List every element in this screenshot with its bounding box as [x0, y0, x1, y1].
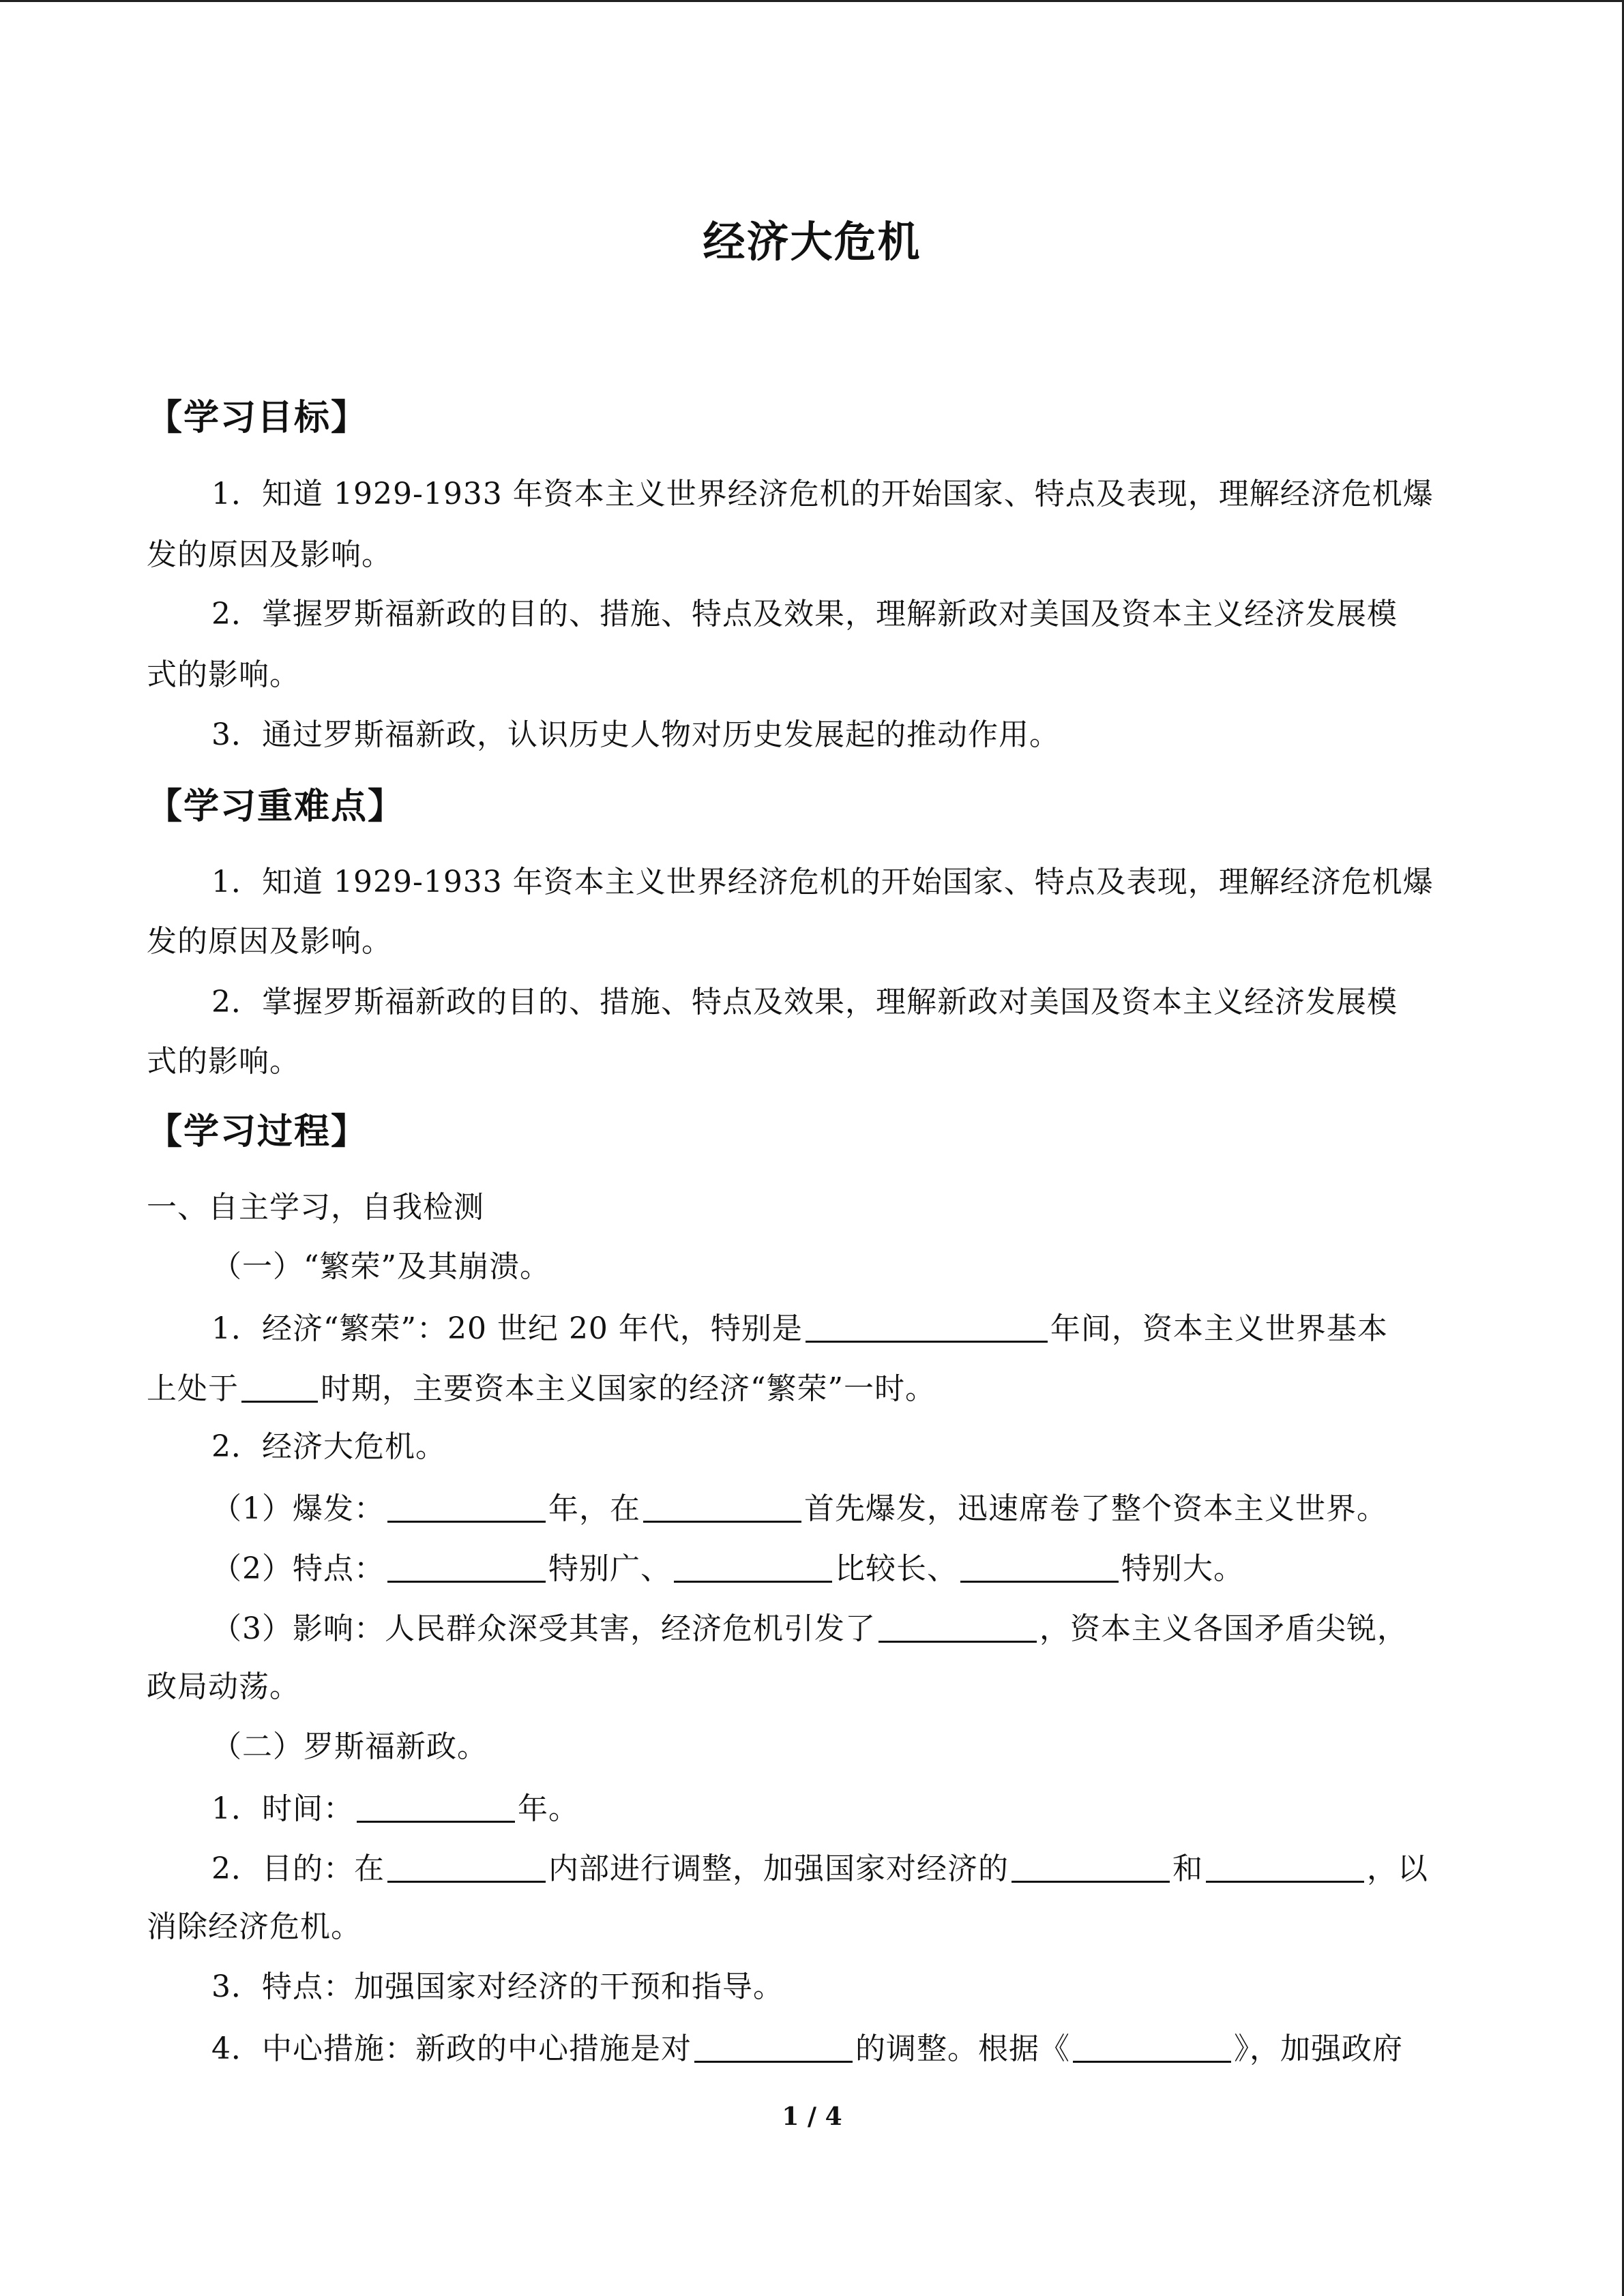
question-1-text-b: 年间，资本主义世界基本: [1050, 1311, 1388, 1346]
question-1-line-2: [147, 1367, 936, 1410]
question-2-3-line-1: [211, 1607, 1408, 1650]
question-2-3-text-a: （3）影响：人民群众深受其害，经济危机引发了: [211, 1611, 876, 1646]
page-title: 经济大危机: [703, 217, 921, 267]
question-2-1-text-a: （1）爆发：: [211, 1491, 385, 1526]
fill-blank[interactable]: [357, 1791, 515, 1823]
question-2-2-text-a: （2）特点：: [211, 1551, 385, 1586]
objective-1-line-1: 1．知道 1929-1933 年资本主义世界经济危机的开始国家、特点及表现，理解经济危机爆: [211, 477, 1434, 511]
new-deal-1-text-a: 1．时间：: [211, 1791, 354, 1826]
page-border-top: [0, 0, 1624, 2]
question-1-text-c: 上处于: [147, 1371, 239, 1406]
new-deal-4-line-1: [211, 2027, 1403, 2070]
question-1-text-d: 时期，主要资本主义国家的经济“繁荣”一时。: [321, 1371, 936, 1406]
new-deal-2-text-a: 2．目的：在: [211, 1851, 385, 1886]
question-2-title: 2．经济大危机。: [211, 1429, 446, 1464]
objective-1-line-2: 发的原因及影响。: [147, 537, 392, 572]
subsection-2-title: （二）罗斯福新政。: [211, 1729, 488, 1764]
objective-2-line-2: 式的影响。: [147, 657, 300, 692]
question-2-1: [211, 1487, 1387, 1530]
question-2-2: [211, 1547, 1244, 1590]
new-deal-2-line-2: 消除经济危机。: [147, 1909, 361, 1944]
new-deal-1: [211, 1787, 579, 1830]
new-deal-3: 3．特点：加强国家对经济的干预和指导。: [211, 1969, 784, 2004]
question-2-1-text-c: 首先爆发，迅速席卷了整个资本主义世界。: [804, 1491, 1387, 1526]
question-1-text-a: 1．经济“繁荣”：20 世纪 20 年代，特别是: [211, 1311, 803, 1346]
question-2-3-text-b: ，资本主义各国矛盾尖锐，: [1039, 1611, 1408, 1646]
page-number: 1 / 4: [782, 2102, 842, 2131]
fill-blank[interactable]: [1206, 1851, 1364, 1883]
question-2-2-text-d: 特别大。: [1121, 1551, 1244, 1586]
new-deal-4-text-a: 4．中心措施：新政的中心措施是对: [211, 2031, 692, 2066]
question-2-1-text-b: 年，在: [548, 1491, 640, 1526]
fill-blank[interactable]: [1073, 2031, 1231, 2063]
question-2-2-text-b: 特别广、: [548, 1551, 671, 1586]
fill-blank[interactable]: [694, 2031, 853, 2063]
key-points-heading: 【学习重难点】: [147, 786, 405, 827]
new-deal-1-text-b: 年。: [518, 1791, 579, 1826]
objective-3: 3．通过罗斯福新政，认识历史人物对历史发展起的推动作用。: [211, 717, 1060, 752]
key-point-1-line-1: 1．知道 1929-1933 年资本主义世界经济危机的开始国家、特点及表现，理解经济危机爆: [211, 865, 1434, 899]
new-deal-2-line-1: [211, 1847, 1428, 1890]
fill-blank[interactable]: [387, 1491, 546, 1523]
new-deal-2-text-d: ，以: [1367, 1851, 1428, 1886]
fill-blank[interactable]: [387, 1851, 546, 1883]
question-2-3-line-2: 政局动荡。: [147, 1669, 300, 1704]
question-1-line-1: [211, 1307, 1388, 1350]
fill-blank[interactable]: [387, 1551, 546, 1583]
process-heading: 【学习过程】: [147, 1112, 368, 1152]
fill-blank[interactable]: [674, 1551, 832, 1583]
new-deal-4-text-c: 》，加强政府: [1234, 2031, 1403, 2066]
objectives-heading: 【学习目标】: [147, 398, 368, 438]
new-deal-2-text-b: 内部进行调整，加强国家对经济的: [548, 1851, 1009, 1886]
fill-blank[interactable]: [643, 1491, 801, 1523]
part-1-title: 一、自主学习，自我检测: [147, 1190, 484, 1225]
key-point-2-line-1: 2．掌握罗斯福新政的目的、措施、特点及效果，理解新政对美国及资本主义经济发展模: [211, 985, 1398, 1019]
fill-blank[interactable]: [879, 1611, 1037, 1643]
fill-blank[interactable]: [241, 1371, 318, 1403]
question-2-2-text-c: 比较长、: [835, 1551, 958, 1586]
fill-blank[interactable]: [806, 1311, 1048, 1343]
objective-2-line-1: 2．掌握罗斯福新政的目的、措施、特点及效果，理解新政对美国及资本主义经济发展模: [211, 597, 1398, 631]
key-point-2-line-2: 式的影响。: [147, 1044, 300, 1079]
fill-blank[interactable]: [960, 1551, 1119, 1583]
new-deal-4-text-b: 的调整。根据《: [855, 2031, 1070, 2066]
subsection-1-title: （一）“繁荣”及其崩溃。: [211, 1249, 550, 1284]
fill-blank[interactable]: [1012, 1851, 1170, 1883]
new-deal-2-text-c: 和: [1172, 1851, 1203, 1886]
key-point-1-line-2: 发的原因及影响。: [147, 924, 392, 959]
